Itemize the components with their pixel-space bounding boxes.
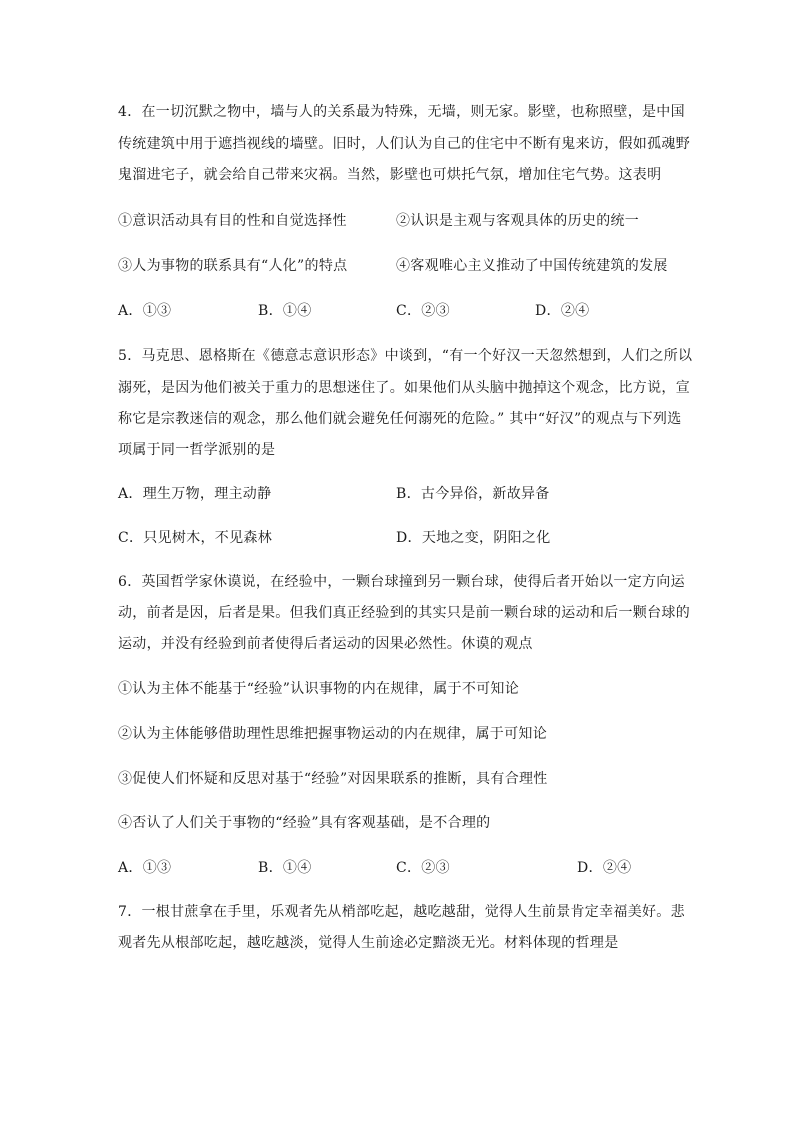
q5-stem-line-2: 溺死，是因为他们被关于重力的思想迷住了。如果他们从头脑中抛掉这个观念，比方说，宣 (118, 380, 690, 396)
q4-stem-line-2: 传统建筑中用于遮挡视线的墙壁。旧时，人们认为自己的住宅中不断有鬼来访，假如孤魂野 (118, 136, 690, 152)
q6-item-4: ④否认了人们关于事物的“经验”具有客观基础，是不合理的 (118, 815, 491, 831)
q5-option-c: C．只见树木，不见森林 (118, 530, 273, 546)
q6-option-c: C．②③ (396, 860, 450, 876)
q4-item-3: ③人为事物的联系具有“人化”的特点 (118, 258, 348, 274)
q4-item-1: ①意识活动具有目的性和自觉选择性 (118, 213, 347, 229)
q5-option-b: B．古今异俗，新故异备 (396, 486, 550, 502)
q4-stem-line-3: 鬼溜进宅子，就会给自己带来灾祸。当然，影壁也可烘托气氛，增加住宅气势。这表明 (118, 167, 662, 183)
q4-option-b: B．①④ (258, 303, 312, 319)
q5-option-a: A．理生万物，理主动静 (118, 486, 272, 502)
q6-stem-line-3: 运动，并没有经验到前者使得后者运动的因果必然性。休谟的观点 (118, 636, 533, 652)
q5-stem-line-4: 项属于同一哲学派别的是 (118, 442, 276, 458)
q6-stem-line-2: 动，前者是因，后者是果。但我们真正经验到的其实只是前一颗台球的运动和后一颗台球的 (118, 605, 690, 621)
q7-stem-line-2: 观者先从根部吃起，越吃越淡，觉得人生前途必定黯淡无光。材料体现的哲理是 (118, 935, 619, 951)
q6-item-2: ②认为主体能够借助理性思维把握事物运动的内在规律，属于可知论 (118, 726, 547, 742)
q4-option-a: A．①③ (118, 303, 172, 319)
q6-option-a: A．①③ (118, 860, 172, 876)
q5-option-d: D．天地之变，阴阳之化 (396, 530, 551, 546)
q6-stem-line-1: 6．英国哲学家休谟说，在经验中，一颗台球撞到另一颗台球，使得后者开始以一定方向运 (118, 574, 685, 590)
q6-option-d: D．②④ (577, 860, 632, 876)
q6-item-3: ③促使人们怀疑和反思对基于“经验”对因果联系的推断，具有合理性 (118, 771, 548, 787)
q4-item-2: ②认识是主观与客观具体的历史的统一 (396, 213, 640, 229)
q4-stem-line-1: 4．在一切沉默之物中，墙与人的关系最为特殊，无墙，则无家。影壁，也称照壁，是中国 (118, 104, 685, 120)
q5-stem-line-1: 5．马克思、恩格斯在《德意志意识形态》中谈到，“有一个好汉一天忽然想到，人们之所以 (118, 348, 693, 364)
q6-option-b: B．①④ (258, 860, 312, 876)
q4-option-d: D．②④ (535, 303, 590, 319)
q5-stem-line-3: 称它是宗教迷信的观念，那么他们就会避免任何溺死的危险。” 其中“好汉”的观点与下列选 (118, 411, 682, 427)
q7-stem-line-1: 7．一根甘蔗拿在手里，乐观者先从梢部吃起，越吃越甜，觉得人生前景肯定幸福美好。悲 (118, 904, 685, 920)
q4-item-4: ④客观唯心主义推动了中国传统建筑的发展 (396, 258, 668, 274)
q6-item-1: ①认为主体不能基于“经验”认识事物的内在规律，属于不可知论 (118, 681, 520, 697)
q4-option-c: C．②③ (396, 303, 450, 319)
